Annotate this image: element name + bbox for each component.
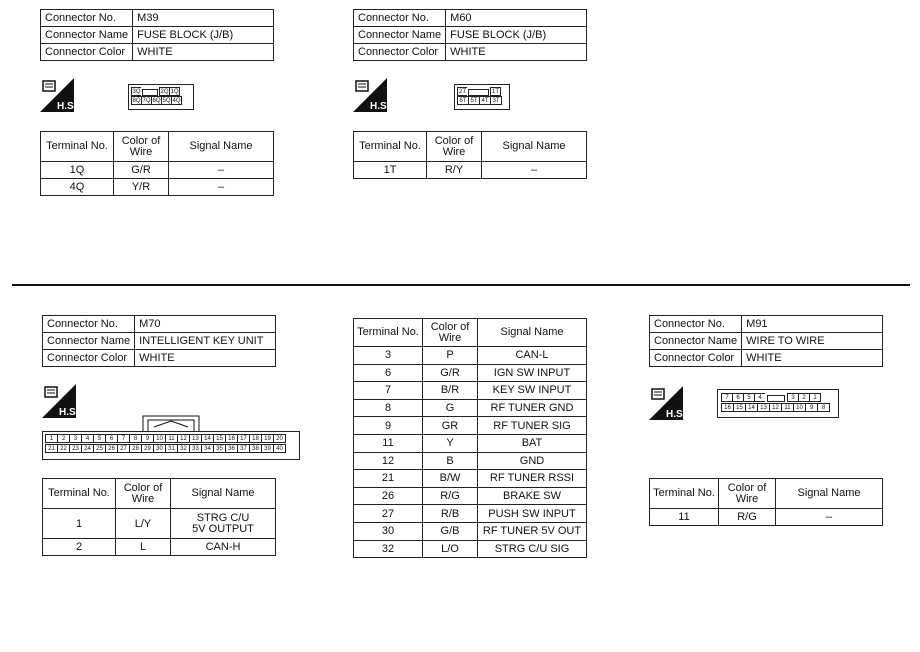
pin: 16	[225, 434, 238, 443]
connector-color-label: Connector Color	[354, 44, 446, 61]
pin: 8	[129, 434, 142, 443]
pin: 15	[733, 403, 746, 412]
wire-color-cell: GR	[423, 417, 478, 435]
pin: 21	[45, 444, 58, 453]
terminal-no-header: Terminal No.	[650, 479, 719, 509]
signal-cell: IGN SW INPUT	[478, 364, 587, 382]
m70-info-table	[42, 315, 276, 367]
color-of-wire-line1: Color of	[434, 134, 474, 147]
table-row	[354, 540, 587, 558]
terminal-cell: 30	[354, 522, 423, 540]
pin: 15	[213, 434, 226, 443]
m39-pin-row-top	[131, 87, 179, 96]
pin: 19	[261, 434, 274, 443]
m70-terminal-table	[42, 478, 276, 556]
terminal-cell: 2	[43, 539, 116, 556]
signal-name-header: Signal Name	[482, 132, 587, 162]
pin: 6T	[457, 96, 469, 105]
color-of-wire-header	[114, 132, 169, 162]
pin: 31	[165, 444, 178, 453]
pin: 5Q	[162, 98, 171, 104]
pin: 5	[743, 393, 755, 402]
wire-color-cell: G/R	[423, 364, 478, 382]
table-row	[650, 509, 883, 526]
hs-icon	[649, 386, 686, 420]
table-row	[41, 179, 274, 196]
m39-pin-row-bottom	[131, 96, 181, 105]
hs-label: H.S.	[666, 409, 686, 420]
pin: 2T	[458, 89, 466, 95]
connector-name-value: INTELLIGENT KEY UNIT	[135, 333, 276, 350]
pin: 11	[781, 403, 794, 412]
wire-color-cell: R/G	[719, 509, 776, 526]
connector-no-label: Connector No.	[354, 10, 446, 27]
m70-pin-row-top	[45, 434, 285, 443]
m70-terminal-table-continued	[353, 318, 587, 558]
pin: 1Q	[170, 89, 179, 95]
wire-color-cell: G/R	[114, 162, 169, 179]
pin: 8	[817, 403, 830, 412]
pin: 9	[805, 403, 818, 412]
hs-icon	[42, 384, 79, 418]
pin: 3	[69, 434, 82, 443]
terminal-cell: 27	[354, 505, 423, 523]
pin: 4	[754, 393, 766, 402]
pin: 29	[141, 444, 154, 453]
color-of-wire-header	[427, 132, 482, 162]
connector-color-value: WHITE	[133, 44, 274, 61]
pin: 6Q	[152, 98, 161, 104]
terminal-cell: 3	[354, 347, 423, 365]
signal-line1: STRG C/U	[196, 511, 250, 524]
pin: 3T	[490, 96, 502, 105]
color-of-wire-header	[423, 319, 478, 347]
signal-cell: –	[776, 509, 883, 526]
pin: 17	[237, 434, 250, 443]
signal-cell: GND	[478, 452, 587, 470]
pin: 9	[141, 434, 154, 443]
wire-color-cell: L/Y	[116, 509, 171, 539]
table-row	[41, 162, 274, 179]
wire-color-cell: G/B	[423, 522, 478, 540]
connector-no-value: M39	[133, 10, 274, 27]
terminal-cell: 9	[354, 417, 423, 435]
terminal-cell: 7	[354, 382, 423, 400]
connector-no-label: Connector No.	[650, 316, 742, 333]
terminal-no-header: Terminal No.	[354, 319, 423, 347]
m39-terminal-table	[40, 131, 274, 196]
pin: 16	[721, 403, 734, 412]
signal-cell: RF TUNER 5V OUT	[478, 522, 587, 540]
terminal-cell: 6	[354, 364, 423, 382]
pin: 3Q	[132, 89, 141, 95]
pin: 26	[105, 444, 118, 453]
pin: 30	[153, 444, 166, 453]
connector-color-label: Connector Color	[43, 350, 135, 367]
pin: 38	[249, 444, 262, 453]
color-of-wire-header	[116, 479, 171, 509]
connector-color-value: WHITE	[446, 44, 587, 61]
pin-key	[765, 393, 787, 402]
terminal-cell: 32	[354, 540, 423, 558]
connector-name-label: Connector Name	[650, 333, 742, 350]
connector-name-value: WIRE TO WIRE	[742, 333, 883, 350]
pin: 34	[201, 444, 214, 453]
m39-info-table	[40, 9, 274, 61]
connector-name-label: Connector Name	[43, 333, 135, 350]
m91-info-table	[649, 315, 883, 367]
connector-no-label: Connector No.	[43, 316, 135, 333]
pin: 3	[787, 393, 799, 402]
terminal-cell: 21	[354, 470, 423, 488]
pin: 8Q	[132, 98, 141, 104]
m91-pin-row-bottom	[721, 403, 829, 412]
signal-cell: STRG C/U SIG	[478, 540, 587, 558]
wire-color-cell: Y	[423, 434, 478, 452]
pin: 10	[153, 434, 166, 443]
signal-cell: BAT	[478, 434, 587, 452]
connector-color-label: Connector Color	[41, 44, 133, 61]
wire-color-cell: Y/R	[114, 179, 169, 196]
pin: 36	[225, 444, 238, 453]
pin: 2	[798, 393, 810, 402]
color-of-wire-line1: Color of	[430, 320, 470, 333]
pin: 10	[793, 403, 806, 412]
connector-color-label: Connector Color	[650, 350, 742, 367]
pin: 14	[745, 403, 758, 412]
color-of-wire-line2: Wire	[438, 331, 462, 344]
pin: 33	[189, 444, 202, 453]
color-of-wire-line1: Color of	[727, 481, 767, 494]
table-row	[43, 509, 276, 539]
wire-color-cell: B/W	[423, 470, 478, 488]
signal-cell: –	[169, 162, 274, 179]
pin: 28	[129, 444, 142, 453]
signal-cell: BRAKE SW	[478, 487, 587, 505]
wire-color-cell: R/B	[423, 505, 478, 523]
signal-cell: CAN-H	[171, 539, 276, 556]
m60-pin-row-bottom	[457, 96, 501, 105]
pin: 1T	[491, 89, 499, 95]
pin: 1	[45, 434, 58, 443]
pin: 7	[117, 434, 130, 443]
wire-color-cell: B/R	[423, 382, 478, 400]
signal-cell: –	[169, 179, 274, 196]
terminal-cell: 11	[650, 509, 719, 526]
section-divider	[12, 284, 910, 286]
pin: 1	[809, 393, 821, 402]
pin: 12	[177, 434, 190, 443]
terminal-no-header: Terminal No.	[43, 479, 116, 509]
wire-color-cell: L	[116, 539, 171, 556]
pin: 2Q	[160, 89, 169, 95]
pin: 4	[81, 434, 94, 443]
terminal-cell: 11	[354, 434, 423, 452]
wire-color-cell: B	[423, 452, 478, 470]
signal-cell: PUSH SW INPUT	[478, 505, 587, 523]
signal-cell: RF TUNER RSSI	[478, 470, 587, 488]
table-row	[354, 522, 587, 540]
pin: 40	[273, 444, 286, 453]
signal-cell: CAN-L	[478, 347, 587, 365]
table-row	[354, 162, 587, 179]
terminal-cell: 1	[43, 509, 116, 539]
signal-name-header: Signal Name	[171, 479, 276, 509]
table-row	[354, 399, 587, 417]
m70-pin-row-bottom	[45, 444, 285, 453]
connector-no-value: M91	[742, 316, 883, 333]
pin: 7	[721, 393, 733, 402]
wire-color-cell: G	[423, 399, 478, 417]
m91-pin-row-top	[721, 393, 820, 402]
connector-no-label: Connector No.	[41, 10, 133, 27]
pin: 12	[769, 403, 782, 412]
pin: 14	[201, 434, 214, 443]
connector-color-value: WHITE	[135, 350, 276, 367]
pin: 35	[213, 444, 226, 453]
color-of-wire-line1: Color of	[123, 481, 163, 494]
hs-icon	[353, 78, 390, 112]
signal-name-header: Signal Name	[776, 479, 883, 509]
wire-color-cell: R/Y	[427, 162, 482, 179]
terminal-no-header: Terminal No.	[354, 132, 427, 162]
signal-name-header: Signal Name	[169, 132, 274, 162]
signal-name-header: Signal Name	[478, 319, 587, 347]
m60-pin-row-top	[457, 87, 500, 96]
connector-no-value: M60	[446, 10, 587, 27]
pin: 20	[273, 434, 286, 443]
table-row	[354, 452, 587, 470]
pin: 4Q	[172, 98, 181, 104]
m91-terminal-table	[649, 478, 883, 526]
wire-color-cell: L/O	[423, 540, 478, 558]
connector-name-value: FUSE BLOCK (J/B)	[133, 27, 274, 44]
pin: 18	[249, 434, 262, 443]
hs-label: H.S.	[59, 407, 79, 418]
table-row	[354, 382, 587, 400]
terminal-cell: 8	[354, 399, 423, 417]
hs-icon	[40, 78, 77, 112]
pin: 13	[189, 434, 202, 443]
color-of-wire-line2: Wire	[442, 145, 466, 158]
wire-color-cell: P	[423, 347, 478, 365]
hs-label: H.S.	[370, 101, 390, 112]
color-of-wire-line2: Wire	[735, 492, 759, 505]
pin: 6	[105, 434, 118, 443]
connector-name-label: Connector Name	[41, 27, 133, 44]
terminal-cell: 4Q	[41, 179, 114, 196]
pin: 25	[93, 444, 106, 453]
terminal-no-header: Terminal No.	[41, 132, 114, 162]
pin: 2	[57, 434, 70, 443]
pin: 27	[117, 444, 130, 453]
pin: 6	[732, 393, 744, 402]
connector-no-value: M70	[135, 316, 276, 333]
table-row	[354, 470, 587, 488]
pin: 7Q	[142, 98, 151, 104]
connector-name-value: FUSE BLOCK (J/B)	[446, 27, 587, 44]
table-row	[43, 539, 276, 556]
terminal-cell: 26	[354, 487, 423, 505]
signal-cell: KEY SW INPUT	[478, 382, 587, 400]
pin: 39	[261, 444, 274, 453]
m60-info-table	[353, 9, 587, 61]
connector-name-label: Connector Name	[354, 27, 446, 44]
connector-color-value: WHITE	[742, 350, 883, 367]
hs-label: H.S.	[57, 101, 77, 112]
table-row	[354, 417, 587, 435]
pin: 23	[69, 444, 82, 453]
table-row	[354, 434, 587, 452]
terminal-cell: 1Q	[41, 162, 114, 179]
pin-key	[141, 87, 159, 96]
table-row	[354, 364, 587, 382]
wire-color-cell: R/G	[423, 487, 478, 505]
table-row	[354, 487, 587, 505]
color-of-wire-line1: Color of	[121, 134, 161, 147]
signal-cell: RF TUNER SIG	[478, 417, 587, 435]
signal-line2: 5V OUTPUT	[192, 522, 254, 535]
signal-cell: –	[482, 162, 587, 179]
m60-terminal-table	[353, 131, 587, 179]
signal-cell: RF TUNER GND	[478, 399, 587, 417]
pin: 24	[81, 444, 94, 453]
pin: 5	[93, 434, 106, 443]
terminal-cell: 12	[354, 452, 423, 470]
terminal-cell: 1T	[354, 162, 427, 179]
table-row	[354, 505, 587, 523]
pin: 13	[757, 403, 770, 412]
pin: 5T	[468, 96, 480, 105]
pin: 32	[177, 444, 190, 453]
pin-key	[467, 87, 490, 96]
pin: 11	[165, 434, 178, 443]
color-of-wire-line2: Wire	[129, 145, 153, 158]
color-of-wire-header	[719, 479, 776, 509]
signal-cell	[171, 509, 276, 539]
table-row	[354, 347, 587, 365]
pin: 4T	[479, 96, 491, 105]
pin: 22	[57, 444, 70, 453]
color-of-wire-line2: Wire	[131, 492, 155, 505]
pin: 37	[237, 444, 250, 453]
